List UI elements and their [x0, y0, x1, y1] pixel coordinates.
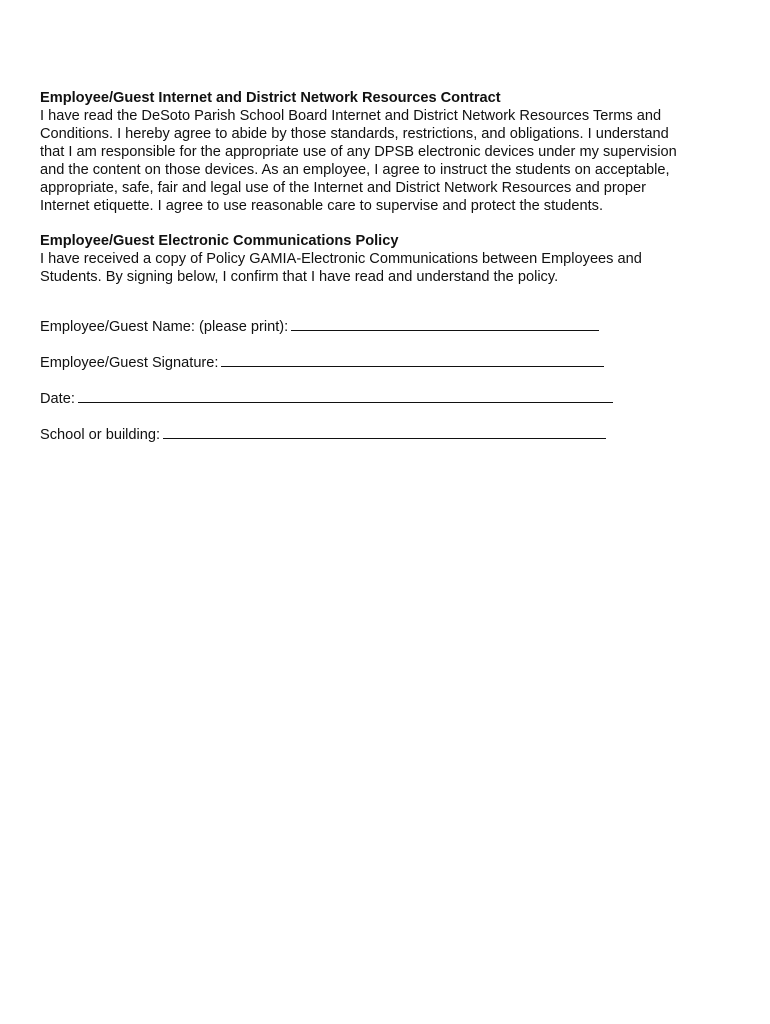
contract-line: Internet etiquette. I agree to use reasonable care to supervise and protect the students. — [40, 198, 604, 214]
school-field-line[interactable] — [163, 426, 606, 439]
contract-line: that I am responsible for the appropriate use of any DPSB electronic devices under my supervision — [40, 144, 677, 160]
communications-title: Employee/Guest Electronic Communications Policy — [40, 233, 399, 249]
contract-body — [40, 107, 730, 215]
contract-line: appropriate, safe, fair and legal use of the Internet and District Network Resources and proper — [40, 180, 646, 196]
name-field-line[interactable] — [291, 318, 599, 331]
signature-field-label: Employee/Guest Signature: — [40, 355, 219, 371]
contract-line: Conditions. I hereby agree to abide by those standards, restrictions, and obligations. I understand — [40, 126, 669, 142]
communications-body — [40, 250, 730, 286]
school-field-row — [40, 426, 730, 444]
school-field-label: School or building: — [40, 427, 161, 443]
signature-fields — [40, 318, 730, 444]
date-field-row — [40, 390, 730, 408]
date-field-line[interactable] — [78, 390, 613, 403]
communications-line: I have received a copy of Policy GAMIA-Electronic Communications between Employees and — [40, 251, 642, 267]
communications-line: Students. By signing below, I confirm that I have read and understand the policy. — [40, 269, 559, 285]
contract-line: and the content on those devices. As an employee, I agree to instruct the students on acceptable, — [40, 162, 670, 178]
contract-title: Employee/Guest Internet and District Network Resources Contract — [40, 90, 501, 106]
signature-field-row — [40, 354, 730, 372]
name-field-label: Employee/Guest Name: (please print): — [40, 319, 289, 335]
communications-section — [40, 232, 730, 286]
date-field-label: Date: — [40, 391, 75, 407]
signature-field-line[interactable] — [221, 354, 604, 367]
name-field-row — [40, 318, 730, 336]
document-page — [40, 89, 730, 462]
contract-line: I have read the DeSoto Parish School Board Internet and District Network Resources Terms and — [40, 108, 662, 124]
contract-section — [40, 89, 730, 215]
